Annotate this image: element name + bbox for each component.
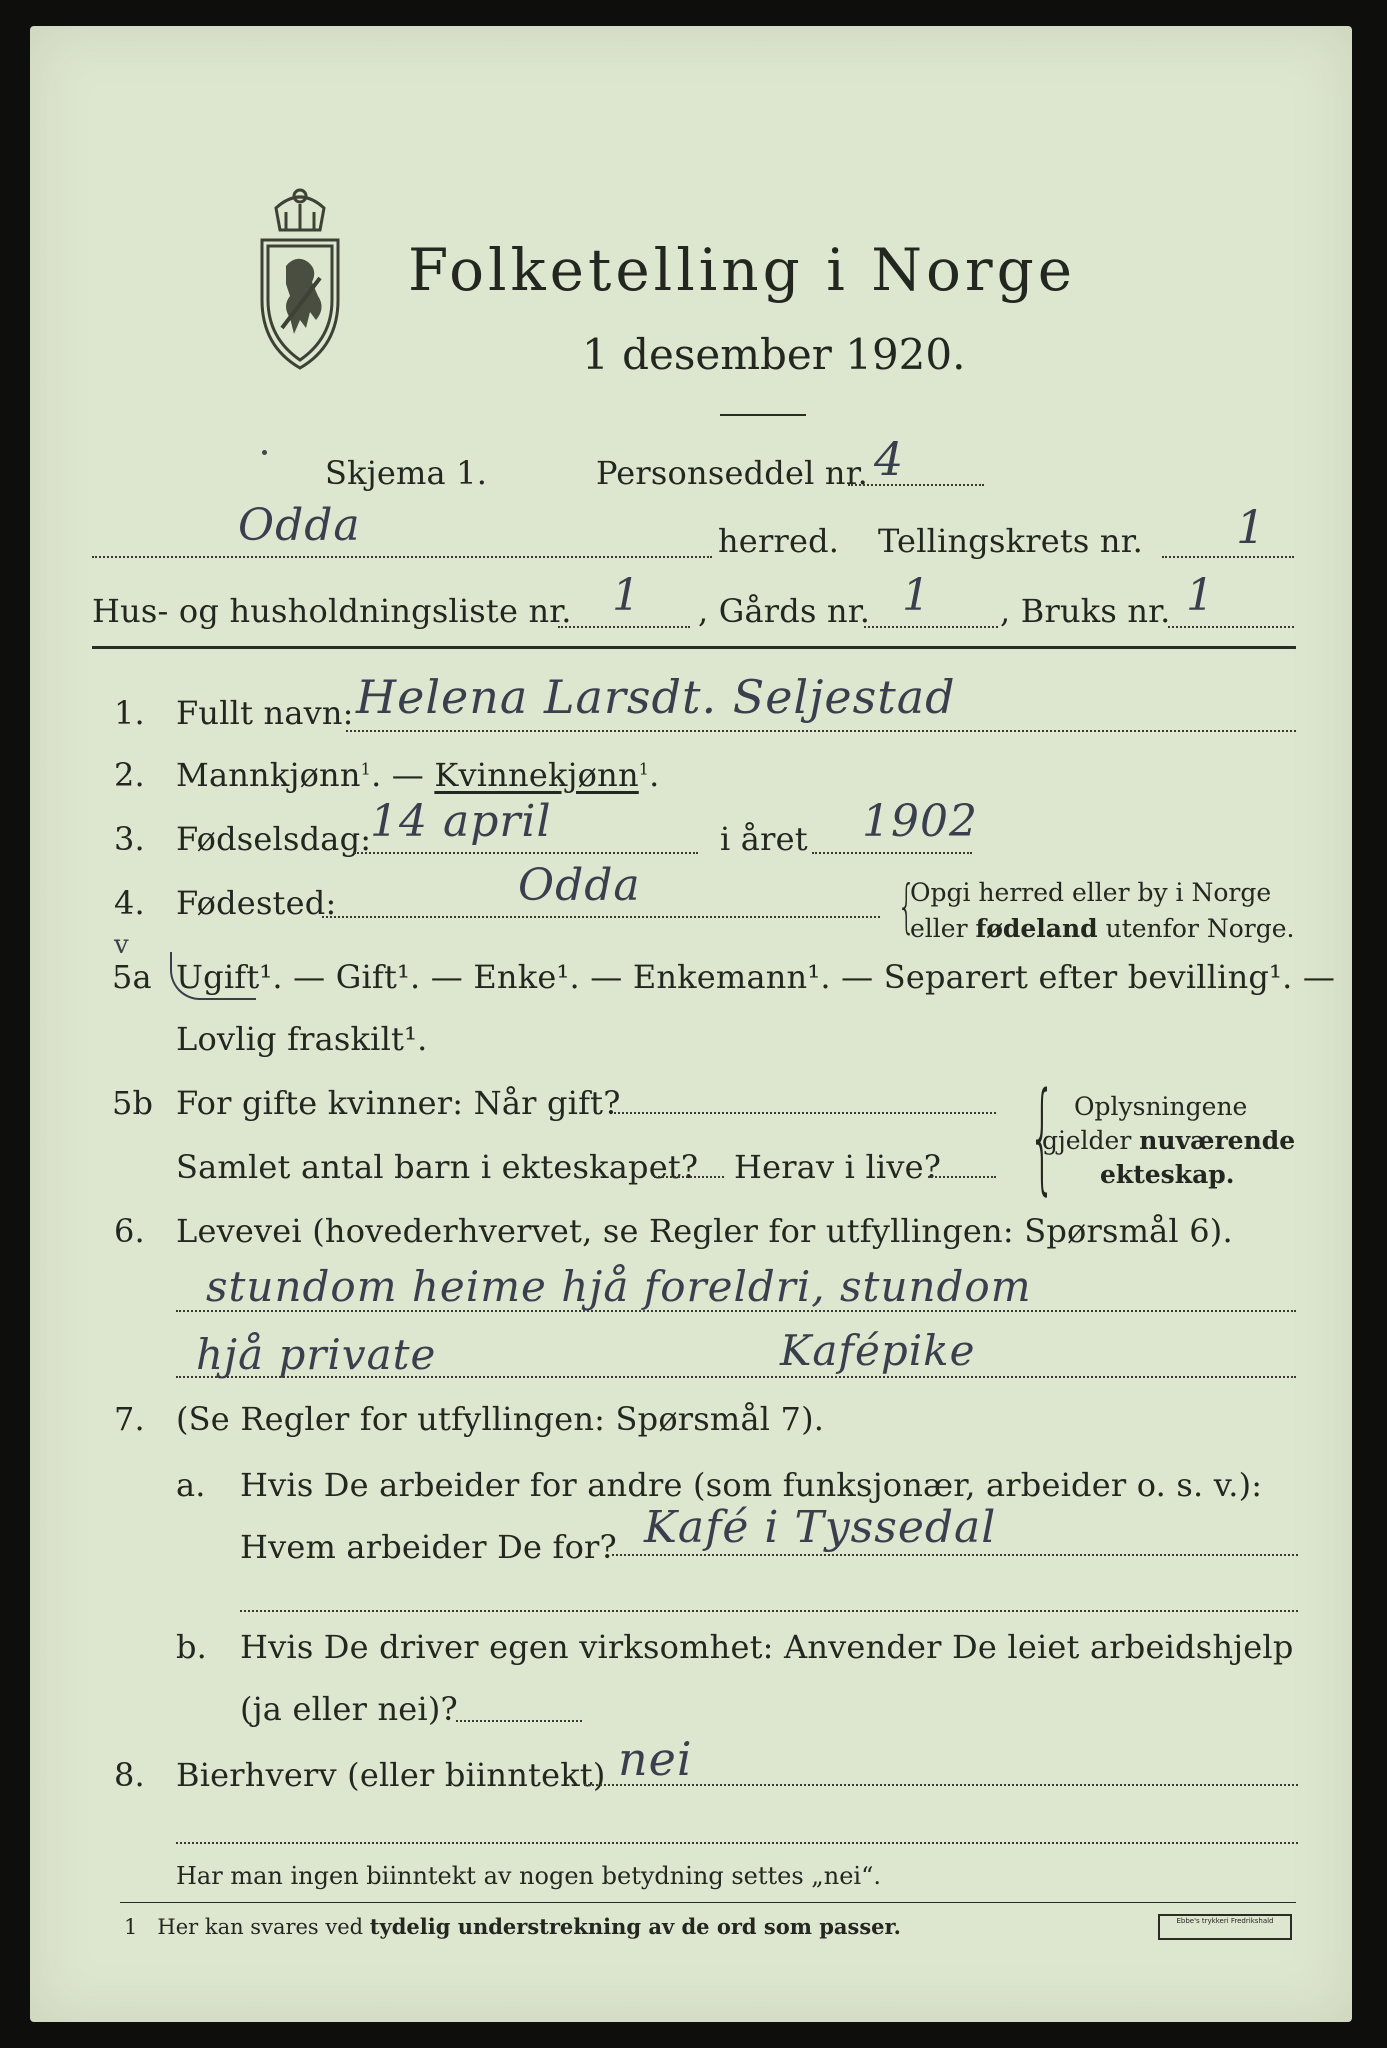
birthday-line bbox=[354, 852, 698, 854]
q3-year-label: i året bbox=[720, 820, 808, 858]
personseddel-label: Personseddel nr. bbox=[596, 454, 869, 492]
q7b-line2: (ja eller nei)? bbox=[240, 1690, 458, 1728]
q4-brace: { bbox=[897, 872, 916, 940]
birth-year-line bbox=[812, 852, 972, 854]
personseddel-value[interactable]: 4 bbox=[874, 432, 905, 486]
q7a-letter: a. bbox=[176, 1466, 206, 1504]
ink-dot bbox=[262, 450, 267, 455]
hus-line bbox=[558, 626, 690, 628]
personseddel-line bbox=[848, 484, 984, 486]
q3-label: Fødselsdag: bbox=[176, 820, 372, 858]
q7b-line1: Hvis De driver egen virksomhet: Anvender De leiet arbeidshjelp bbox=[240, 1628, 1294, 1666]
occupation-value-annotation[interactable]: Kafépike bbox=[780, 1326, 976, 1375]
full-name-value[interactable]: Helena Larsdt. Seljestad bbox=[356, 670, 956, 724]
male-option[interactable]: Mannkjønn bbox=[176, 756, 361, 794]
q5b-note-line1: Oplysningene bbox=[1074, 1092, 1248, 1121]
birthplace-value[interactable]: Odda bbox=[518, 860, 641, 911]
q7a-line1: Hvis De arbeider for andre (som funksjonær, arbeider o. s. v.): bbox=[240, 1466, 1263, 1504]
children-alive-line[interactable] bbox=[928, 1176, 996, 1178]
q5b-brace: { bbox=[1028, 1068, 1056, 1207]
herred-value[interactable]: Odda bbox=[238, 500, 361, 551]
employer-value[interactable]: Kafé i Tyssedal bbox=[644, 1502, 997, 1553]
marital-status-options[interactable]: Ugift¹. — Gift¹. — Enke¹. — Enkemann¹. — Separert efter bevilling¹. — bbox=[176, 958, 1336, 996]
side-income-line bbox=[584, 1784, 1298, 1786]
employer-line bbox=[612, 1554, 1298, 1556]
q4-note-line1: Opgi herred eller by i Norge bbox=[910, 878, 1272, 907]
birth-year-value[interactable]: 1902 bbox=[862, 796, 978, 847]
q1-label: Fullt navn: bbox=[176, 694, 354, 732]
ink-mark: v bbox=[114, 930, 129, 960]
tellingskrets-label: Tellingskrets nr. bbox=[878, 522, 1144, 560]
footnote: 1 Her kan svares ved tydelig understrekning av de ord som passer. bbox=[124, 1914, 901, 1939]
q2-gender: Mannkjønn$^1$. — Kvinnekjønn$^1$. bbox=[176, 756, 660, 794]
q5b-note-line3: ekteskap. bbox=[1100, 1160, 1235, 1189]
bruks-label: , Bruks nr. bbox=[1000, 592, 1171, 630]
birthplace-line bbox=[322, 916, 880, 918]
employer-line2 bbox=[240, 1610, 1298, 1612]
q5b-note-line2: gjelder nuværende bbox=[1042, 1126, 1296, 1155]
q6-label: Levevei (hovederhvervet, se Regler for utfyllingen: Spørsmål 6). bbox=[176, 1212, 1233, 1250]
birthday-value[interactable]: 14 april bbox=[370, 796, 552, 847]
q5b-children-label: Samlet antal barn i ekteskapet? bbox=[176, 1148, 699, 1186]
female-option[interactable]: Kvinnekjønn bbox=[434, 756, 639, 794]
q8-number: 8. bbox=[114, 1756, 145, 1794]
footer-divider bbox=[120, 1902, 1296, 1903]
q7-label: (Se Regler for utfyllingen: Spørsmål 7). bbox=[176, 1400, 825, 1438]
occupation-line1 bbox=[176, 1310, 1296, 1312]
q7b-letter: b. bbox=[176, 1628, 208, 1666]
bruks-value[interactable]: 1 bbox=[1186, 570, 1215, 621]
when-married-line[interactable] bbox=[614, 1112, 996, 1114]
full-name-line bbox=[346, 730, 1296, 732]
header-divider bbox=[720, 414, 806, 416]
q5b-when-married-label: For gifte kvinner: Når gift? bbox=[176, 1084, 621, 1122]
q4-number: 4. bbox=[114, 884, 145, 922]
side-income-line2 bbox=[176, 1842, 1298, 1844]
q2-number: 2. bbox=[114, 756, 145, 794]
q3-number: 3. bbox=[114, 820, 145, 858]
q4-note-line2: eller fødeland utenfor Norge. bbox=[910, 914, 1295, 943]
employs-help-line[interactable] bbox=[456, 1720, 582, 1722]
bruks-line bbox=[1168, 626, 1294, 628]
skjema-label: Skjema 1. bbox=[325, 454, 488, 492]
census-date: 1 desember 1920. bbox=[582, 330, 966, 379]
occupation-value-line1[interactable]: stundom heime hjå foreldri, stundom bbox=[206, 1262, 1032, 1311]
hus-label: Hus- og husholdningsliste nr. bbox=[92, 592, 572, 630]
gards-line bbox=[864, 626, 998, 628]
q7a-employer-label: Hvem arbeider De for? bbox=[240, 1528, 617, 1566]
q7-number: 7. bbox=[114, 1400, 145, 1438]
children-count-line[interactable] bbox=[654, 1176, 724, 1178]
form-title: Folketelling i Norge bbox=[408, 236, 1077, 304]
section-divider bbox=[92, 646, 1296, 649]
gards-value[interactable]: 1 bbox=[902, 570, 931, 621]
footer-note: Har man ingen biinntekt av nogen betydning settes „nei“. bbox=[176, 1862, 881, 1890]
q1-number: 1. bbox=[114, 694, 145, 732]
q5a-number: 5a bbox=[112, 958, 152, 996]
norway-coat-of-arms-icon bbox=[246, 178, 354, 374]
q5b-alive-label: Herav i live? bbox=[734, 1148, 942, 1186]
occupation-line2 bbox=[176, 1376, 1296, 1378]
gender-separator: . — bbox=[371, 756, 435, 794]
q6-number: 6. bbox=[114, 1212, 145, 1250]
q8-label: Bierhverv (eller biinntekt) bbox=[176, 1756, 606, 1794]
q5b-number: 5b bbox=[112, 1084, 154, 1122]
lovlig-fraskilt-option[interactable]: Lovlig fraskilt¹. bbox=[176, 1020, 428, 1058]
herred-label: herred. bbox=[718, 522, 840, 560]
herred-line bbox=[92, 556, 712, 558]
occupation-value-line2[interactable]: hjå private bbox=[196, 1330, 437, 1379]
tellingskrets-line bbox=[1162, 556, 1294, 558]
printer-stamp: Ebbe's trykkeri Fredrikshald bbox=[1158, 1914, 1292, 1940]
tellingskrets-value[interactable]: 1 bbox=[1236, 500, 1267, 554]
gards-label: , Gårds nr. bbox=[698, 592, 871, 630]
side-income-value[interactable]: nei bbox=[618, 1732, 693, 1786]
hus-value[interactable]: 1 bbox=[612, 570, 641, 621]
q4-label: Fødested: bbox=[176, 884, 337, 922]
